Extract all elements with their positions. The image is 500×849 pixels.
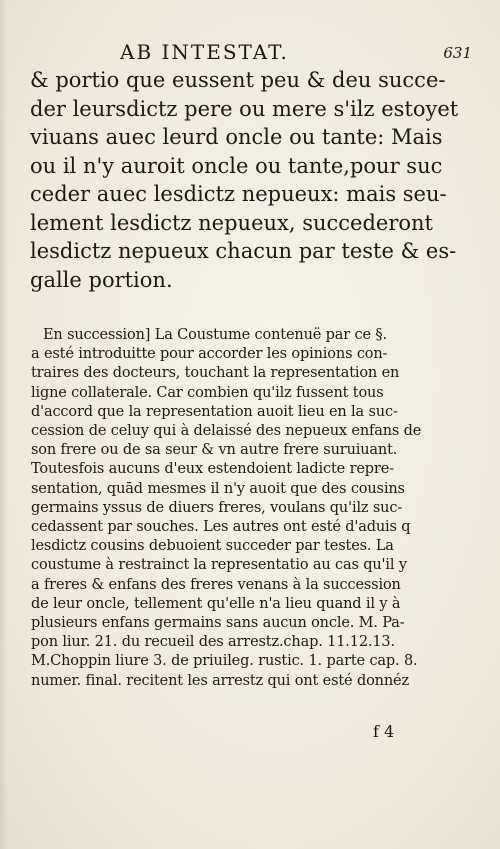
page-number: 631: [443, 44, 472, 62]
commentary-line: germains yssus de diuers freres, voulans qu'ilz suc-: [31, 499, 403, 516]
main-text-line: ou il n'y auroit oncle ou tante,pour suc: [30, 153, 443, 178]
main-text-line: viuans auec leurd oncle ou tante: Mais: [30, 125, 443, 149]
commentary-line: lesdictz cousins debuoient succeder par testes. La: [31, 538, 394, 555]
commentary-line: de leur oncle, tellement qu'elle n'a lieu quand il y à: [31, 595, 401, 612]
main-text-line: galle portion.: [30, 267, 173, 292]
commentary-line: coustume à restrainct la representatio au cas qu'il y: [31, 557, 407, 574]
main-text-line: & portio que eussent peu & deu succe-: [30, 68, 446, 92]
commentary-line: numer. final. recitent les arrestz qui ont esté donnéz: [31, 672, 409, 689]
commentary-line: plusieurs enfans germains sans aucun oncle. M. Pa-: [31, 615, 405, 632]
commentary-line: M.Choppin liure 3. de priuileg. rustic. 1. parte cap. 8.: [31, 653, 418, 670]
main-text-line: der leursdictz pere ou mere s'ilz estoyet: [30, 96, 459, 121]
signature-mark: f 4: [373, 722, 395, 741]
commentary-line: son frere ou de sa seur & vn autre frere suruiuant.: [31, 442, 398, 459]
main-text-block: [30, 66, 470, 294]
commentary-line: a freres & enfans des freres venans à la succession: [31, 576, 401, 593]
page-gutter-shadow: [0, 0, 8, 849]
commentary-line: Toutesfois aucuns d'eux estendoient ladicte repre-: [31, 461, 394, 478]
main-text-line: lesdictz nepueux chacun par teste & es-: [30, 239, 457, 263]
commentary-line: cedassent par souches. Les autres ont esté d'aduis q: [31, 519, 411, 536]
commentary-line: En succession] La Coustume contenuë par ce §.: [43, 327, 387, 343]
commentary-line: ligne collaterale. Car combien qu'ilz fussent tous: [31, 384, 384, 401]
commentary-line: sentation, quād mesmes il n'y auoit que des cousins: [31, 480, 405, 497]
commentary-line: a esté introduitte pour accorder les opinions con-: [31, 346, 388, 363]
commentary-line: pon liur. 21. du recueil des arrestz.chap. 11.12.13.: [31, 634, 395, 651]
running-title: AB INTESTAT.: [120, 40, 289, 64]
main-text-line: ceder auec lesdictz nepueux: mais seu-: [30, 182, 447, 206]
main-text-line: lement lesdictz nepueux, succederont: [30, 210, 433, 235]
commentary-line: traires des docteurs, touchant la representation en: [31, 365, 400, 382]
commentary-block: [31, 326, 471, 691]
commentary-line: cession de celuy qui à delaissé des nepueux enfans de: [31, 423, 422, 440]
commentary-line: d'accord que la representation auoit lieu en la suc-: [31, 403, 398, 420]
